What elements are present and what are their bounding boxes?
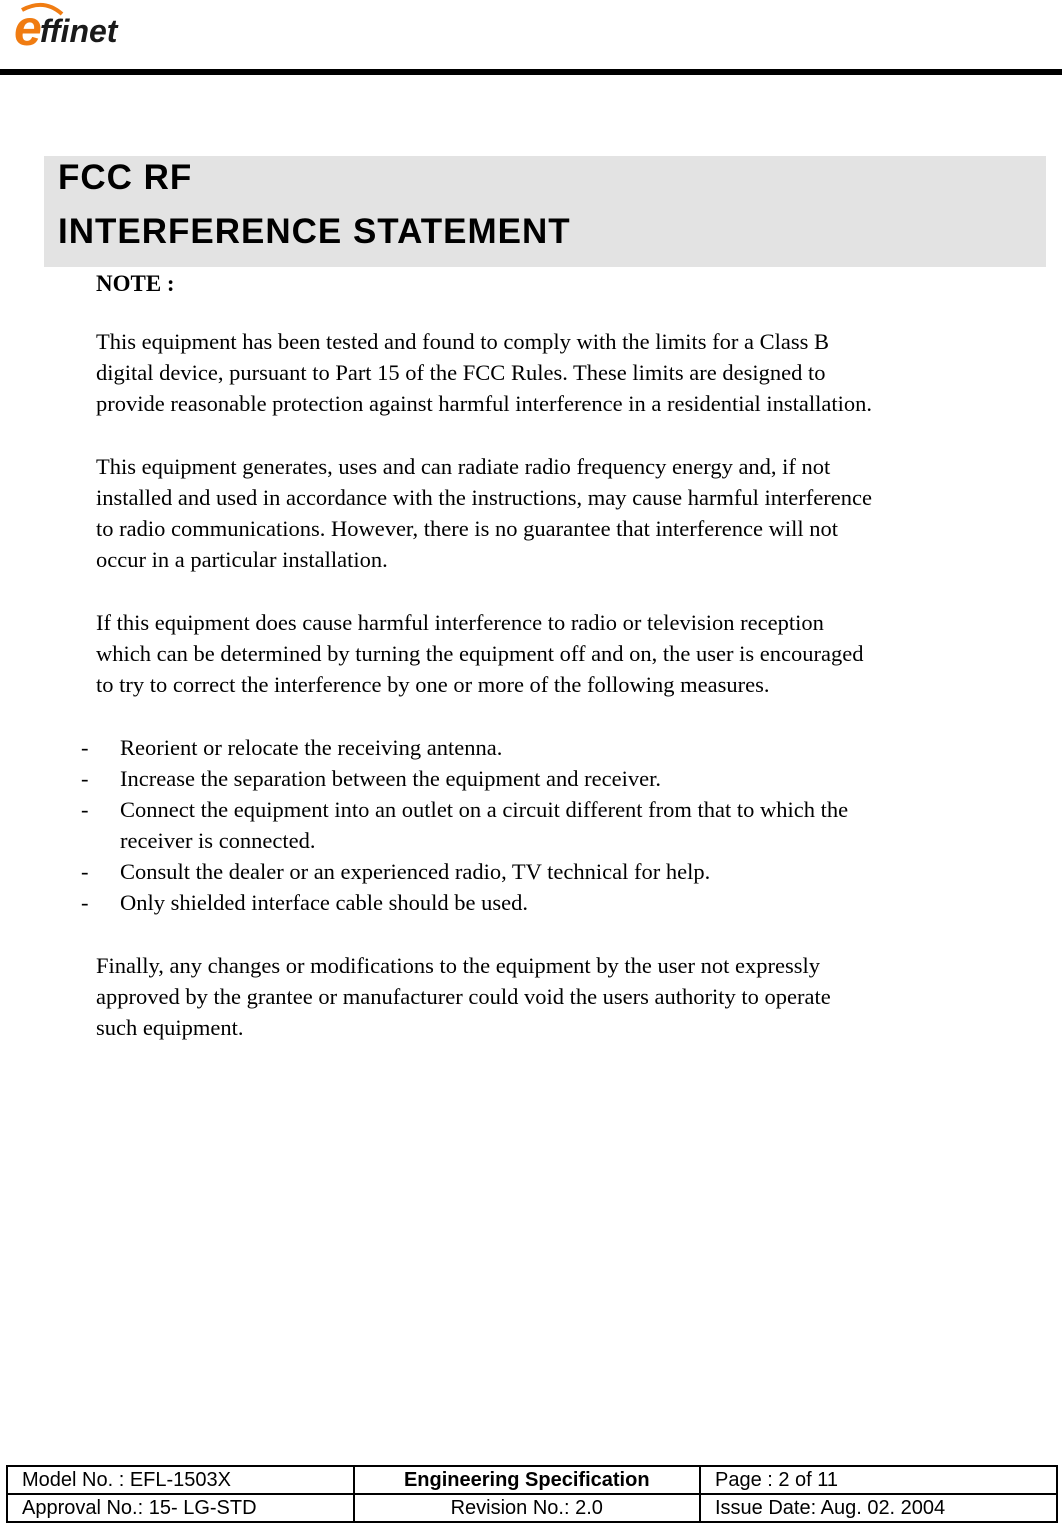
page-number: Page : 2 of 11: [700, 1466, 1057, 1494]
list-item: [81, 856, 1036, 887]
list-item-text: Connect the equipment into an outlet on a circuit different from that to which the receiver is connected.: [120, 797, 849, 853]
measures-list: [81, 732, 1036, 918]
paragraph-radiation: This equipment generates, uses and can radiate radio frequency energy and, if not installed and used in accordance with the instructions, may cause harmful interference to radio communications. However, there is no guarantee that interference will not occur in a particular installation.: [96, 454, 872, 572]
paragraph-modifications: Finally, any changes or modifications to the equipment by the user not expressly approved by the grantee or manufacturer could void the users authority to operate such equipment.: [96, 953, 831, 1040]
list-item-text: Only shielded interface cable should be used.: [120, 890, 528, 915]
list-item-text: Reorient or relocate the receiving antenna.: [120, 735, 503, 760]
paragraph-compliance: This equipment has been tested and found to comply with the limits for a Class B digital device, pursuant to Part 15 of the FCC Rules. These limits are designed to provide reasonable protection against harmful interference in a residential installation.: [96, 329, 872, 416]
logo-letter-e: e: [14, 0, 42, 56]
note-label: NOTE :: [96, 271, 175, 296]
list-item: [81, 732, 1036, 763]
list-bullet: -: [81, 797, 89, 822]
logo-wordmark: ffinet: [39, 13, 118, 49]
title-line-2: INTERFERENCE STATEMENT: [58, 212, 571, 251]
list-item: [81, 794, 1036, 856]
model-number: Model No. : EFL-1503X: [7, 1466, 354, 1494]
list-bullet: -: [81, 766, 89, 791]
footer-table: [6, 1465, 1058, 1523]
list-bullet: -: [81, 735, 89, 760]
issue-date: Issue Date: Aug. 02. 2004: [700, 1494, 1057, 1522]
statement-body: [81, 268, 1036, 1075]
list-item-text: Increase the separation between the equipment and receiver.: [120, 766, 661, 791]
list-item: [81, 763, 1036, 794]
approval-number: Approval No.: 15- LG-STD: [7, 1494, 354, 1522]
title-line-1: FCC RF: [58, 158, 193, 197]
list-bullet: -: [81, 859, 89, 884]
spec-title: Engineering Specification: [354, 1466, 701, 1494]
list-item: [81, 887, 1036, 918]
effinet-logo: [14, 2, 184, 54]
footer-row: [7, 1494, 1057, 1522]
paragraph-remedy: If this equipment does cause harmful interference to radio or television reception which can be determined by turning the equipment off and on, the user is encouraged to try to correct the interference by one or more of the following measures.: [96, 610, 864, 697]
list-item-text: Consult the dealer or an experienced radio, TV technical for help.: [120, 859, 711, 884]
footer-row: [7, 1466, 1057, 1494]
list-bullet: -: [81, 890, 89, 915]
header-rule: [0, 69, 1062, 75]
logo-swoosh-icon: [14, 2, 74, 58]
title-banner: [44, 156, 1046, 267]
revision-number: Revision No.: 2.0: [354, 1494, 701, 1522]
